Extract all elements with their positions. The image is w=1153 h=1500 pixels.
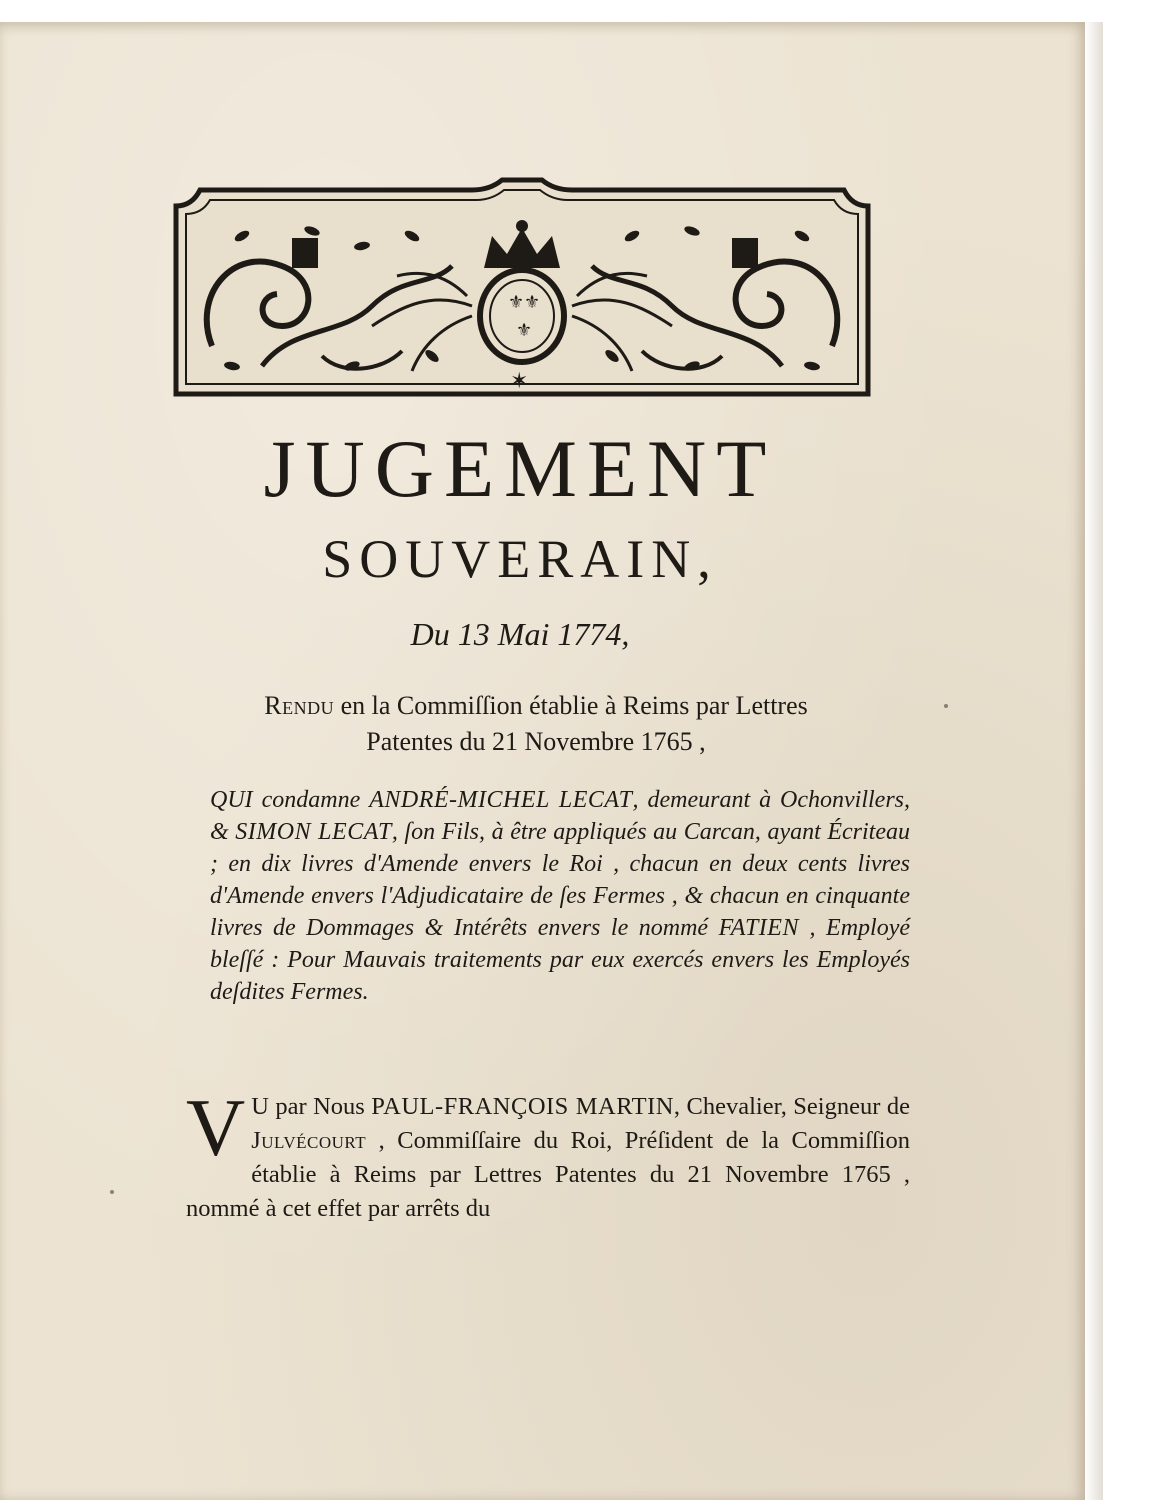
svg-text:⚜: ⚜ [516,320,533,341]
drop-cap-letter: V [186,1082,246,1173]
defendant-name-1: ANDRÉ-MICHEL LECAT [369,787,633,813]
paper-speck [944,704,948,708]
vu-paragraph [186,1082,910,1226]
qui-part-4: , Employé bleſſé : Pour Mauvais traitements par eux exercés envers les Employés deſdites Fermes. [210,915,911,1005]
sentence-summary [210,784,910,1008]
rendu-statement [160,688,912,760]
svg-text:⚜: ⚜ [508,292,525,313]
defendant-name-2: SIMON LECAT [235,819,392,845]
document-title: JUGEMENT [263,423,777,514]
seigneury-name: Julvécourt [251,1127,367,1154]
victim-name: FATIEN [718,915,799,941]
document-date: Du 13 Mai 1774, [410,616,630,652]
qui-part-3: , ſon Fils, à être appliqués au Carcan, ayant Écriteau ; en dix livres d'Amende envers le Roi , chacun en deux cents livres d'Amende envers l'Adjudicataire de ſes Fermes , & chacun en cinquante livres de Dommages & Intérêts envers le nommé [210,819,910,941]
rendu-line-1: en la Commiſſion établie à Reims par Lettres [334,691,808,720]
qui-part-1: QUI condamne [210,787,370,813]
judge-name: PAUL-FRANÇOIS MARTIN [371,1093,674,1120]
svg-text:⚜: ⚜ [524,292,541,313]
vu-part-1: U par Nous [251,1093,372,1120]
vu-part-3: , Commiſſaire du Roi, Préſident de la Commiſſion établie à Reims par Lettres Patentes du 21 Novembre 1765 , nommé à cet effet par arrêts du [186,1127,910,1222]
qui-part-2: , demeurant à Ochonvillers, & [210,787,911,845]
vu-part-2: , Chevalier, Seigneur de [673,1093,910,1120]
rendu-lead: Rendu [264,691,335,720]
paper-speck [110,1190,114,1194]
rendu-line-2: Patentes du 21 Novembre 1765 , [366,727,706,756]
document-subtitle: SOUVERAIN, [322,529,718,589]
paper-edge-shadow [1085,22,1103,1500]
svg-text:✶: ✶ [510,369,529,394]
woodcut-headpiece [172,176,872,398]
